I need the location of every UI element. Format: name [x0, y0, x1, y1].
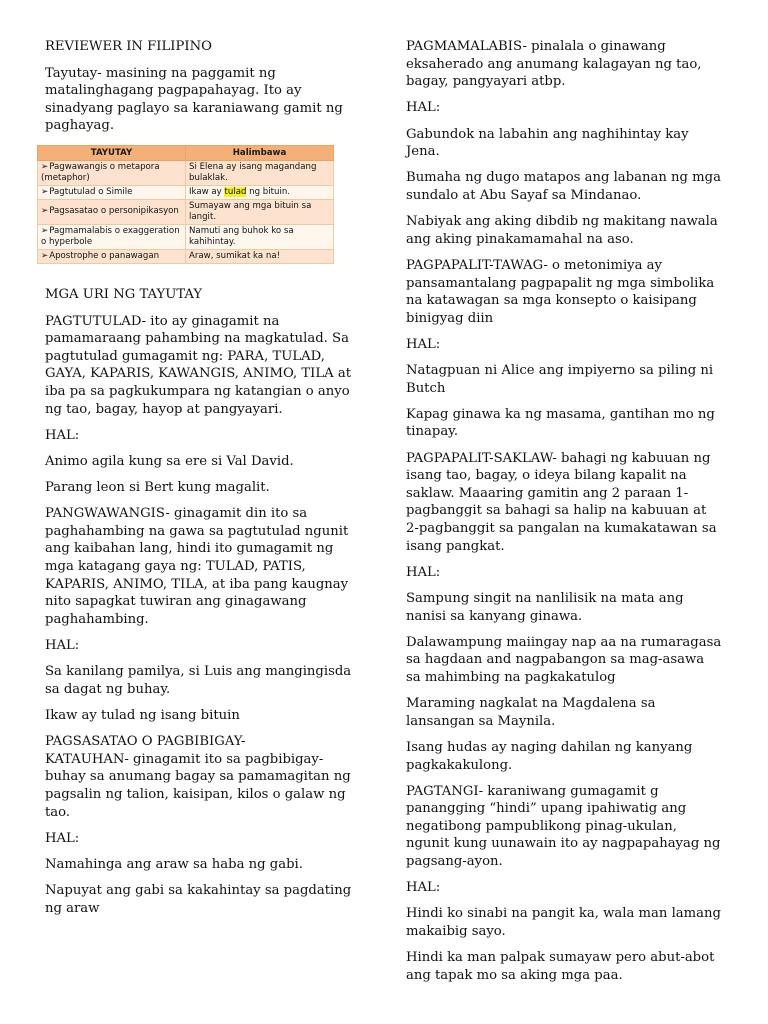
- highlighted-word: tulad: [224, 186, 247, 197]
- example-line: Dalawampung maiingay nap aa na rumaragasa sa hagdaan and nagpabangon sa mag-asawa sa mahimbing na pagkakatulog: [406, 634, 722, 685]
- arrow-bullet-icon: ➢: [41, 161, 49, 172]
- example-line: Parang leon si Bert kung magalit.: [45, 480, 270, 496]
- example-line: Natagpuan ni Alice ang impiyerno sa piling ni Butch: [406, 363, 714, 396]
- definition-pagpapalit-saklaw: PAGPAPALIT-SAKLAW- bahagi ng kabuuan ng isang tao, bagay, o ideya bilang kapalit na saklaw. Maaaring gamitin ang 2 paraan 1-pagbanggit sa bahagi sa halip na kabuuan at 2-pagbanggit sa pangalan na kumakatawan sa isang pangkat.: [406, 450, 717, 554]
- table-cell-type: Pagtutulad o Simile: [49, 186, 133, 197]
- arrow-bullet-icon: ➢: [41, 206, 49, 217]
- intro-paragraph: Tayutay- masining na paggamit ng matalinghagang pagpapahayag. Ito ay sinadyang paglayo sa karaniawang gamit ng paghayag.: [45, 65, 343, 134]
- example-line: Napuyat ang gabi sa kakahintay sa pagdating ng araw: [45, 883, 352, 916]
- example-line: Kapag ginawa ka ng masama, gantihan mo ng tinapay.: [406, 406, 715, 440]
- arrow-bullet-icon: ➢: [41, 186, 49, 197]
- table-cell-example: Ikaw ay tulad ng bituin.: [186, 185, 334, 199]
- hal-label: HAL:: [406, 100, 441, 116]
- example-line: Ikaw ay tulad ng isang bituin: [45, 708, 240, 723]
- example-line: Isang hudas ay naging dahilan ng kanyang pagkakakulong.: [406, 739, 693, 773]
- tayutay-table: [37, 145, 334, 264]
- table-cell-type: Pagwawangis o metapora (metaphor): [41, 161, 160, 183]
- table-row: [38, 160, 334, 185]
- example-line: Maraming nagkalat na Magdalena sa lansangan sa Maynila.: [406, 696, 656, 729]
- table-row: [38, 224, 334, 249]
- hal-label: HAL:: [406, 336, 441, 352]
- definition-pangwawangis: PANGWAWANGIS- ginagamit din ito sa paghahambing na gawa sa pagtutulad ngunit ang kaibahan lang, hindi ito gumagamit ng mga katagang gaya ng: TULAD, PATIS, KAPARIS, ANIMO, TILA, at iba pang kaugnay nito sapagkat tuwiran ang ginagawang paghahambing.: [45, 506, 349, 627]
- section-heading: MGA URI NG TAYUTAY: [45, 286, 203, 302]
- example-line: Bumaha ng dugo matapos ang labanan ng mga sundalo at Abu Sayaf sa Mindanao.: [406, 170, 721, 203]
- table-cell-example: Si Elena ay isang magandang bulaklak.: [186, 160, 334, 185]
- example-line: Gabundok na labahin ang naghihintay kay Jena.: [406, 126, 689, 160]
- hal-label: HAL:: [406, 880, 441, 896]
- example-line: Hindi ka man palpak sumayaw pero abut-abot ang tapak mo sa aking mga paa.: [406, 950, 715, 983]
- table-cell-example: Sumayaw ang mga bituin sa langit.: [186, 199, 334, 224]
- table-row: [38, 249, 334, 263]
- arrow-bullet-icon: ➢: [41, 250, 49, 261]
- arrow-bullet-icon: ➢: [41, 225, 49, 236]
- definition-pagpapalit-tawag: PAGPAPALIT-TAWAG- o metonimiya ay pansamantalang pagpapalit ng mga simbolika na katawagan sa mga konsepto o kaisipang binigyag diin: [406, 257, 715, 326]
- document-title: REVIEWER IN FILIPINO: [45, 39, 212, 54]
- definition-pagsasatao: PAGSASATAO O PAGBIBIGAY- KATAUHAN- ginagamit ito sa pagbibigay-buhay sa anumang bagay sa pamamagitan ng pagsalin ng talion, kaisipan, kilos o galaw ng tao.: [45, 734, 351, 820]
- table-cell-type: Pagmamalabis o exaggeration o hyperbole: [41, 225, 180, 247]
- example-line: Nabiyak ang aking dibdib ng makitang nawala ang aking pinakamamahal na aso.: [406, 214, 718, 247]
- example-line: Sa kanilang pamilya, si Luis ang mangingisda sa dagat ng buhay.: [45, 664, 352, 697]
- table-cell-type: Apostrophe o panawagan: [49, 250, 160, 261]
- definition-pagtangi: PAGTANGI- karaniwang gumagamit g panangging “hindi” upang ipahiwatig ang negatibong pampublikong pinag-ukulan, ngunit kung uunawain ito ay nagpapahayag ng pagsang-ayon.: [406, 783, 721, 870]
- hal-label: HAL:: [406, 564, 441, 580]
- table-cell-type: Pagsasatao o personipikasyon: [49, 206, 179, 217]
- hal-label: HAL:: [45, 830, 80, 846]
- table-header-halimbawa: Halimbawa: [186, 145, 334, 160]
- definition-pagtutulad: PAGTUTULAD- ito ay ginagamit na pamamaraang pahambing na magkatulad. Sa pagtutulad gumagamit ng: PARA, TULAD, GAYA, KAPARIS, KAWANGIS, ANIMO, TILA at iba pa sa pagkukumpara ng katangian o anyo ng tao, bagay, hayop at pangyayari.: [45, 313, 352, 417]
- hal-label: HAL:: [45, 638, 80, 654]
- table-row: [38, 185, 334, 199]
- table-cell-example: Namuti ang buhok ko sa kahihintay.: [186, 224, 334, 249]
- example-line: Animo agila kung sa ere si Val David.: [45, 453, 294, 469]
- example-line: Hindi ko sinabi na pangit ka, wala man lamang makaibig sayo.: [406, 906, 721, 940]
- hal-label: HAL:: [45, 427, 80, 443]
- left-column: [41, 38, 363, 926]
- table-header-tayutay: TAYUTAY: [38, 145, 186, 160]
- tayutay-table-image: [37, 145, 334, 264]
- table-cell-example: Araw, sumikat ka na!: [186, 249, 334, 263]
- definition-pagmamalabis: PAGMAMALABIS- pinalala o ginawang eksaherado ang anumang kalagayan ng tao, bagay, pangyayari atbp.: [406, 39, 702, 90]
- example-line: Sampung singit na nanlilisik na mata ang nanisi sa kanyang ginawa.: [406, 590, 684, 624]
- right-column: [406, 38, 722, 993]
- table-row: [38, 199, 334, 224]
- example-line: Namahinga ang araw sa haba ng gabi.: [45, 856, 303, 872]
